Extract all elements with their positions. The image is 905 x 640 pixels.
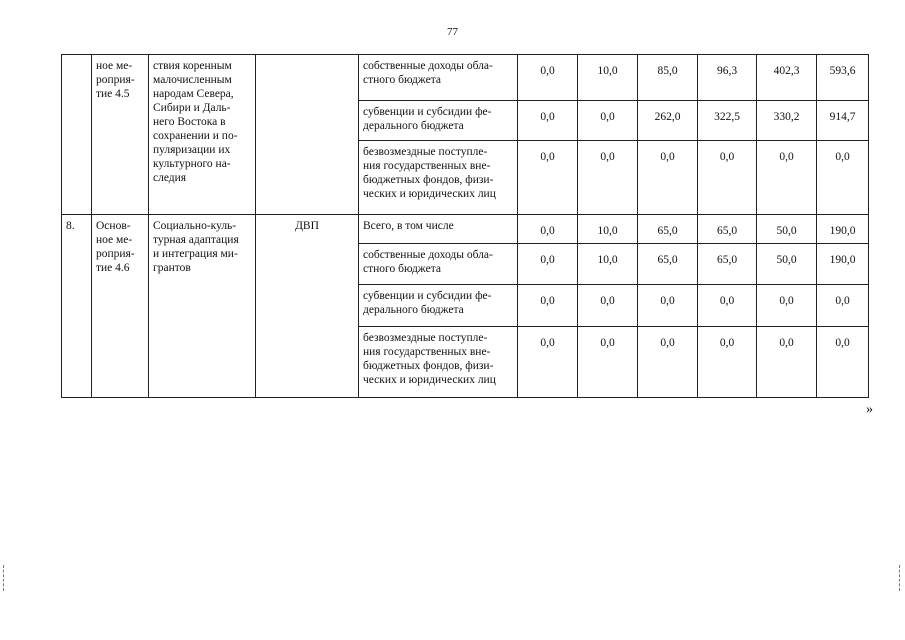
funding-value: 0,0	[638, 141, 698, 215]
budget-table	[61, 54, 869, 398]
funding-value: 0,0	[518, 215, 578, 244]
responsible-executor: ДВП	[256, 215, 359, 398]
funding-value: 0,0	[757, 327, 817, 398]
funding-source: безвозмездные поступле- ния государственных вне- бюджетных фондов, физи- ческих и юридических лиц	[359, 327, 518, 398]
funding-value: 0,0	[578, 141, 638, 215]
funding-value: 190,0	[817, 244, 869, 285]
funding-value: 0,0	[698, 141, 757, 215]
row-number: 8.	[62, 215, 92, 398]
funding-value: 0,0	[817, 327, 869, 398]
edge-mark-left	[3, 565, 6, 591]
funding-value: 50,0	[757, 244, 817, 285]
funding-source: субвенции и субсидии фе- дерального бюджета	[359, 285, 518, 327]
responsible-executor	[256, 55, 359, 215]
funding-value: 0,0	[757, 141, 817, 215]
event-code: ное ме- роприя- тие 4.5	[92, 55, 149, 215]
funding-value: 0,0	[518, 55, 578, 101]
funding-source: субвенции и субсидии фе- дерального бюджета	[359, 101, 518, 141]
funding-value: 0,0	[578, 101, 638, 141]
funding-value: 0,0	[518, 101, 578, 141]
funding-value: 96,3	[698, 55, 757, 101]
funding-value: 0,0	[518, 244, 578, 285]
event-code: Основ- ное ме- роприя- тие 4.6	[92, 215, 149, 398]
funding-value: 330,2	[757, 101, 817, 141]
event-name: ствия коренным малочисленным народам Севера, Сибири и Даль- него Востока в сохранении и по- пуляризации их культурного на- следия	[149, 55, 256, 215]
funding-source: безвозмездные поступле- ния государственных вне- бюджетных фондов, физи- ческих и юридических лиц	[359, 141, 518, 215]
funding-value: 65,0	[698, 215, 757, 244]
funding-value: 0,0	[578, 327, 638, 398]
funding-value: 0,0	[698, 327, 757, 398]
table-row	[62, 55, 869, 101]
funding-value: 914,7	[817, 101, 869, 141]
funding-value: 10,0	[578, 244, 638, 285]
page-number: 77	[447, 26, 458, 38]
funding-value: 0,0	[518, 285, 578, 327]
funding-value: 85,0	[638, 55, 698, 101]
funding-source: Всего, в том числе	[359, 215, 518, 244]
table-row	[62, 215, 869, 244]
funding-value: 0,0	[638, 285, 698, 327]
event-name: Социально-куль- турная адаптация и интеграция ми- грантов	[149, 215, 256, 398]
funding-value: 0,0	[817, 141, 869, 215]
funding-value: 0,0	[817, 285, 869, 327]
funding-value: 0,0	[757, 285, 817, 327]
closing-quote: »	[866, 402, 873, 417]
funding-value: 65,0	[698, 244, 757, 285]
funding-value: 10,0	[578, 55, 638, 101]
funding-value: 322,5	[698, 101, 757, 141]
edge-mark-right	[899, 565, 902, 591]
funding-value: 0,0	[698, 285, 757, 327]
funding-value: 190,0	[817, 215, 869, 244]
funding-value: 0,0	[518, 327, 578, 398]
funding-source: собственные доходы обла- стного бюджета	[359, 244, 518, 285]
funding-value: 65,0	[638, 215, 698, 244]
funding-source: собственные доходы обла- стного бюджета	[359, 55, 518, 101]
funding-value: 593,6	[817, 55, 869, 101]
funding-value: 262,0	[638, 101, 698, 141]
funding-value: 0,0	[518, 141, 578, 215]
funding-value: 10,0	[578, 215, 638, 244]
funding-value: 65,0	[638, 244, 698, 285]
row-number	[62, 55, 92, 215]
funding-value: 402,3	[757, 55, 817, 101]
funding-value: 50,0	[757, 215, 817, 244]
funding-value: 0,0	[638, 327, 698, 398]
funding-value: 0,0	[578, 285, 638, 327]
